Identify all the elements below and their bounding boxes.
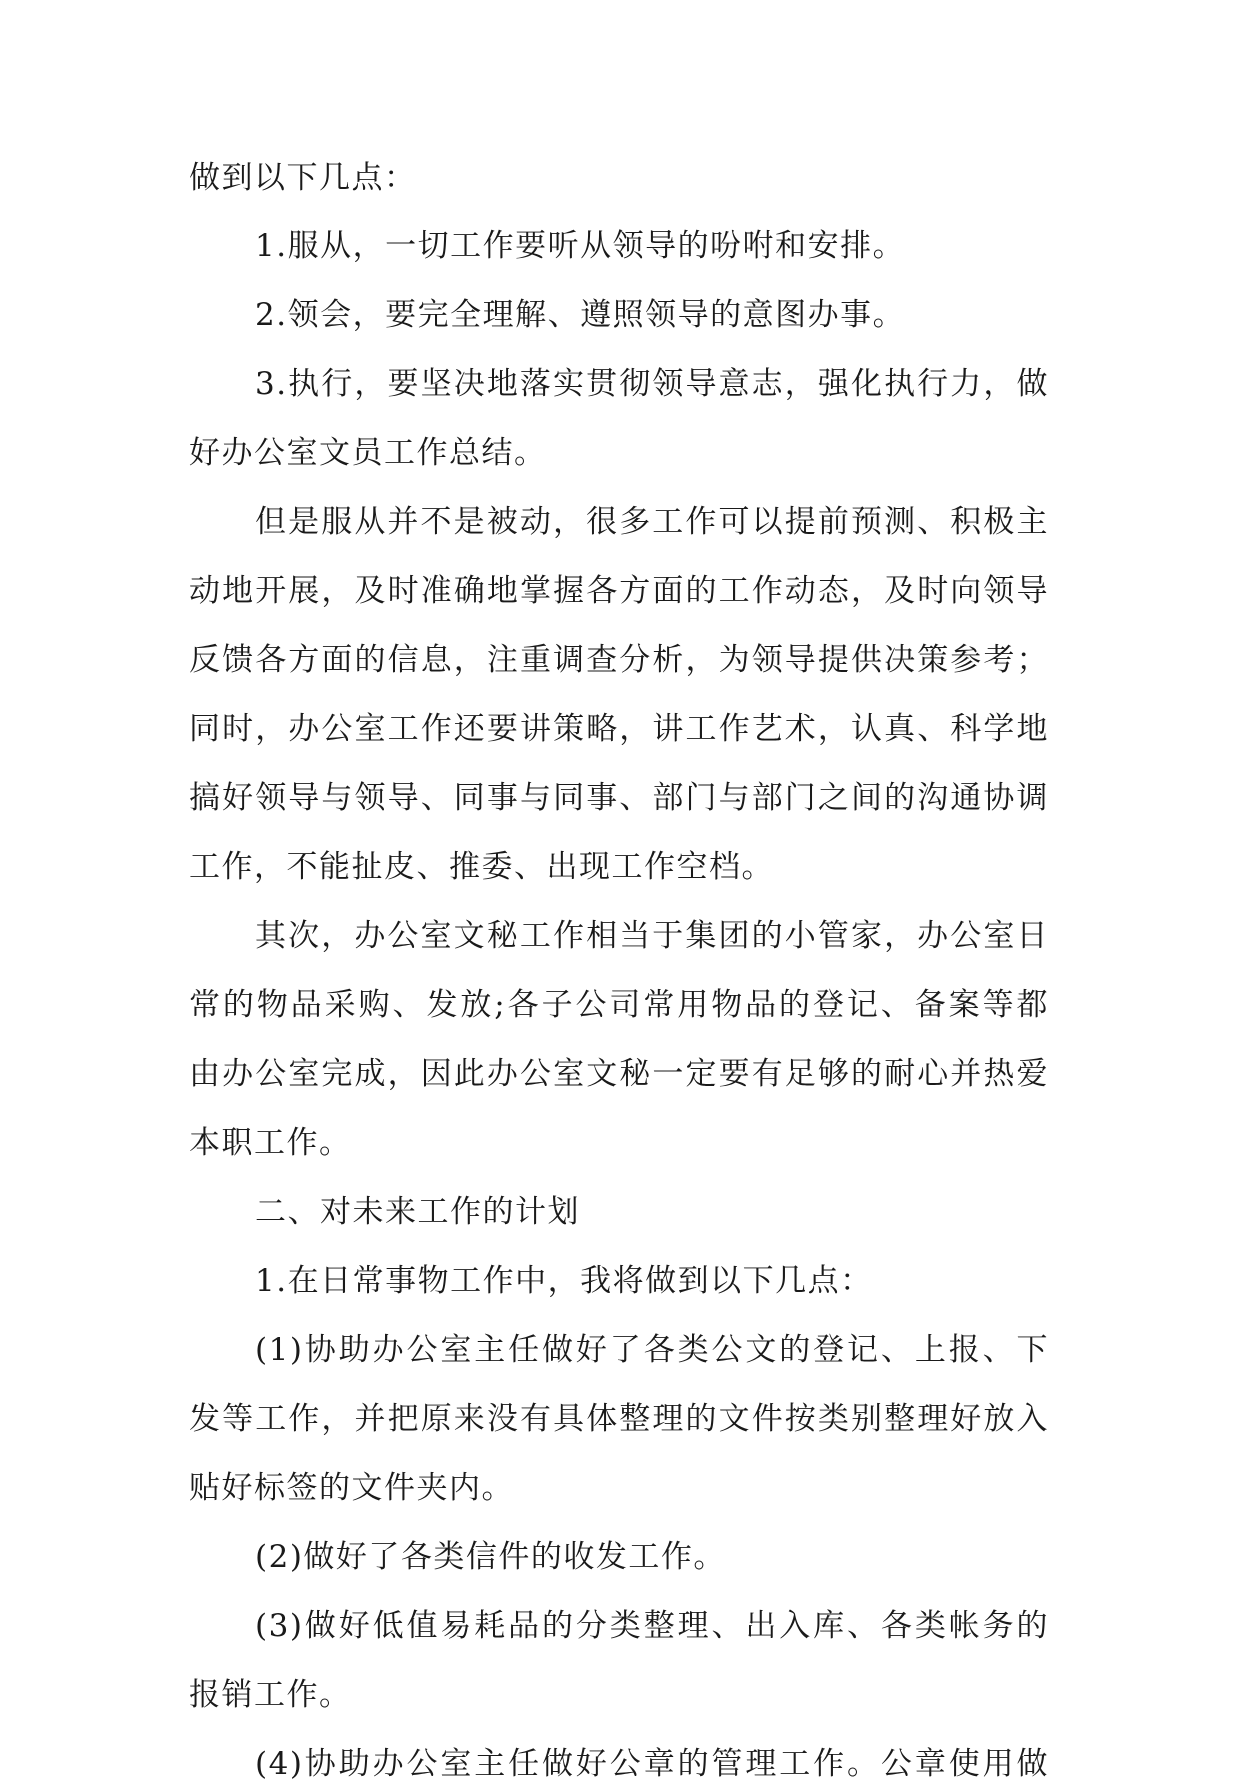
text-line-7: 动地开展，及时准确地掌握各方面的工作动态，及时向领导 [189,573,1049,609]
text-line-17: 1.在日常事物工作中，我将做到以下几点： [255,1263,873,1299]
text-line-11: 工作，不能扯皮、推委、出现工作空档。 [189,849,774,885]
text-line-21: (2)做好了各类信件的收发工作。 [255,1539,726,1575]
text-line-6: 但是服从并不是被动，很多工作可以提前预测、积极主 [255,504,1049,540]
text-line-20: 贴好标签的文件夹内。 [189,1470,514,1506]
text-line-19: 发等工作，并把原来没有具体整理的文件按类别整理好放入 [189,1401,1049,1437]
text-line-14: 由办公室完成，因此办公室文秘一定要有足够的耐心并热爱 [189,1056,1049,1092]
text-line-13: 常的物品采购、发放;各子公司常用物品的登记、备案等都 [189,987,1049,1023]
text-line-15: 本职工作。 [189,1125,352,1161]
text-line-2: 1.服从，一切工作要听从领导的吩咐和安排。 [255,228,906,264]
text-line-12: 其次，办公室文秘工作相当于集团的小管家，办公室日 [255,918,1049,954]
text-line-4: 3.执行，要坚决地落实贯彻领导意志，强化执行力，做 [255,366,1049,402]
text-line-23: 报销工作。 [189,1677,352,1713]
text-line-8: 反馈各方面的信息，注重调查分析，为领导提供决策参考； [189,642,1049,678]
text-line-5: 好办公室文员工作总结。 [189,435,547,471]
text-line-10: 搞好领导与领导、同事与同事、部门与部门之间的沟通协调 [189,780,1049,816]
text-line-9: 同时，办公室工作还要讲策略，讲工作艺术，认真、科学地 [189,711,1049,747]
section-heading: 二、对未来工作的计划 [255,1194,580,1230]
text-line-22: (3)做好低值易耗品的分类整理、出入库、各类帐务的 [255,1608,1049,1644]
text-line-3: 2.领会，要完全理解、遵照领导的意图办事。 [255,297,906,333]
text-line-18: (1)协助办公室主任做好了各类公文的登记、上报、下 [255,1332,1049,1368]
text-line-1: 做到以下几点： [189,160,417,196]
text-line-24: (4)协助办公室主任做好公章的管理工作。公章使用做 [255,1746,1049,1782]
